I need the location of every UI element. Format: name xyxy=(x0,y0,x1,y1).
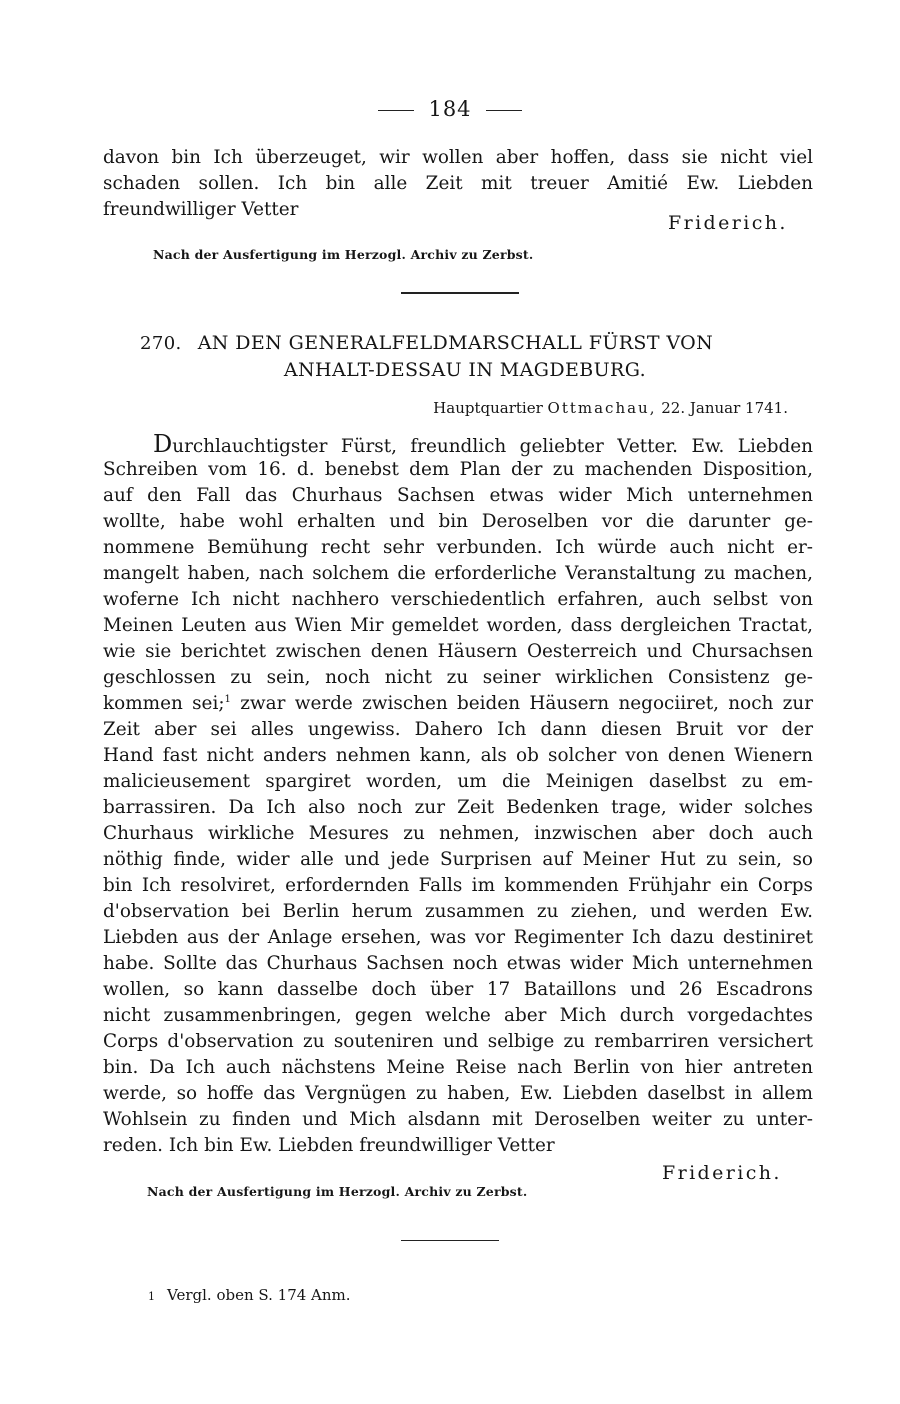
text-line: Hand fast nicht anders nehmen kann, als ob solcher von denen Wienern xyxy=(103,745,813,766)
text-line: wollen, so kann dasselbe doch über 17 Bataillons und 26 Escadrons xyxy=(103,979,813,1000)
text-line: malicieusement spargiret worden, um die Meinigen daselbst zu em- xyxy=(103,771,813,792)
text-line: davon bin Ich überzeuget, wir wollen aber hoffen, dass sie nicht viel xyxy=(103,147,813,168)
text-line: auf den Fall das Churhaus Sachsen etwas wider Mich unternehmen xyxy=(103,485,813,506)
dateline-place: Ottmachau, xyxy=(547,399,657,417)
text-line: Meinen Leuten aus Wien Mir gemeldet worden, dass dergleichen Tractat, xyxy=(103,615,813,636)
page-number: 184 xyxy=(428,97,472,121)
text-line: nommene Bemühung recht sehr verbunden. Ich würde auch nicht er- xyxy=(103,537,813,558)
text-line: nicht zusammenbringen, gegen welche aber Mich durch vorgedachtes xyxy=(103,1005,813,1026)
text-line: Schreiben vom 16. d. benebst dem Plan der zu machenden Disposition, xyxy=(103,459,813,480)
text-line: schaden sollen. Ich bin alle Zeit mit treuer Amitié Ew. Liebden xyxy=(103,173,813,194)
initial-letter: D xyxy=(153,430,173,458)
section-divider xyxy=(401,292,519,294)
page-number-dash-right xyxy=(486,110,522,111)
footnote-text: Vergl. oben S. 174 Anm. xyxy=(167,1286,351,1304)
text-line: habe. Sollte das Churhaus Sachsen noch etwas wider Mich unternehmen xyxy=(103,953,813,974)
footnote-divider xyxy=(401,1240,499,1241)
footnote xyxy=(148,1286,351,1304)
letter-heading-line-2: ANHALT-DESSAU IN MAGDEBURG. xyxy=(283,359,647,381)
letter-dateline xyxy=(433,399,788,417)
letter-signature: Friderich. xyxy=(662,1162,782,1184)
page-number-row xyxy=(0,97,900,121)
text-line: mangelt haben, nach solchem die erforderliche Veranstaltung zu machen, xyxy=(103,563,813,584)
letter-number: 270. xyxy=(140,333,182,354)
text-line: bin Ich resolviret, erfordernden Falls im kommenden Frühjahr ein Corps xyxy=(103,875,813,896)
text-line: nöthig finde, wider alle und jede Surprisen auf Meiner Hut zu sein, so xyxy=(103,849,813,870)
text-line: Zeit aber sei alles ungewiss. Dahero Ich dann diesen Bruit vor der xyxy=(103,719,813,740)
text-line-first xyxy=(103,431,813,457)
letter-source-note: Nach der Ausfertigung im Herzogl. Archiv zu Zerbst. xyxy=(147,1184,528,1199)
page-number-dash-left xyxy=(378,110,414,111)
letter-heading-text-1: AN DEN GENERALFELDMARSCHALL FÜRST VON xyxy=(197,332,714,354)
text-line: woferne Ich nicht nachhero verschiedentlich erfahren, auch selbst von xyxy=(103,589,813,610)
text-line-last: reden. Ich bin Ew. Liebden freundwilliger Vetter xyxy=(103,1135,555,1156)
footnote-line-end: zwar werde zwischen beiden Häusern negociiret, noch zur xyxy=(230,693,813,714)
dateline-prefix: Hauptquartier xyxy=(433,399,543,417)
text-line: Churhaus wirkliche Mesures zu nehmen, inzwischen aber doch auch xyxy=(103,823,813,844)
text-line: bin. Da Ich auch nächstens Meine Reise nach Berlin von hier antreten xyxy=(103,1057,813,1078)
text-line: wie sie berichtet zwischen denen Häusern Oesterreich und Chursachsen xyxy=(103,641,813,662)
dateline-date: 22. Januar 1741. xyxy=(661,399,788,417)
text-line: freundwilliger Vetter xyxy=(103,199,299,220)
text-line: Liebden aus der Anlage ersehen, was vor Regimenter Ich dazu destiniret xyxy=(103,927,813,948)
footnote-line-start: kommen sei; xyxy=(103,693,225,714)
text-line: Corps d'observation zu souteniren und selbige zu rembarriren versichert xyxy=(103,1031,813,1052)
text-line: werde, so hoffe das Vergnügen zu haben, Ew. Liebden daselbst in allem xyxy=(103,1083,813,1104)
text-line: d'observation bei Berlin herum zusammen zu ziehen, und werden Ew. xyxy=(103,901,813,922)
text-line-with-footnote xyxy=(103,691,813,717)
text-line: Wohlsein zu finden und Mich alsdann mit Deroselben weiter zu unter- xyxy=(103,1109,813,1130)
text-line: wollte, habe wohl erhalten und bin Deroselben vor die darunter ge- xyxy=(103,511,813,532)
footnote-reference[interactable]: 1 xyxy=(224,693,231,705)
letter-body xyxy=(103,431,813,1159)
previous-letter-signature: Friderich. xyxy=(668,212,788,234)
text-line: geschlossen zu sein, noch nicht zu seiner wirklichen Consistenz ge- xyxy=(103,667,813,688)
letter-heading-line-1 xyxy=(140,330,800,357)
previous-letter-source-note: Nach der Ausfertigung im Herzogl. Archiv zu Zerbst. xyxy=(153,247,534,262)
footnote-marker: 1 xyxy=(148,1290,155,1303)
first-line-text: urchlauchtigster Fürst, freundlich geliebter Vetter. Ew. Liebden xyxy=(172,436,813,457)
letter-heading xyxy=(140,330,800,383)
text-line: barrassiren. Da Ich also noch zur Zeit Bedenken trage, wider solches xyxy=(103,797,813,818)
